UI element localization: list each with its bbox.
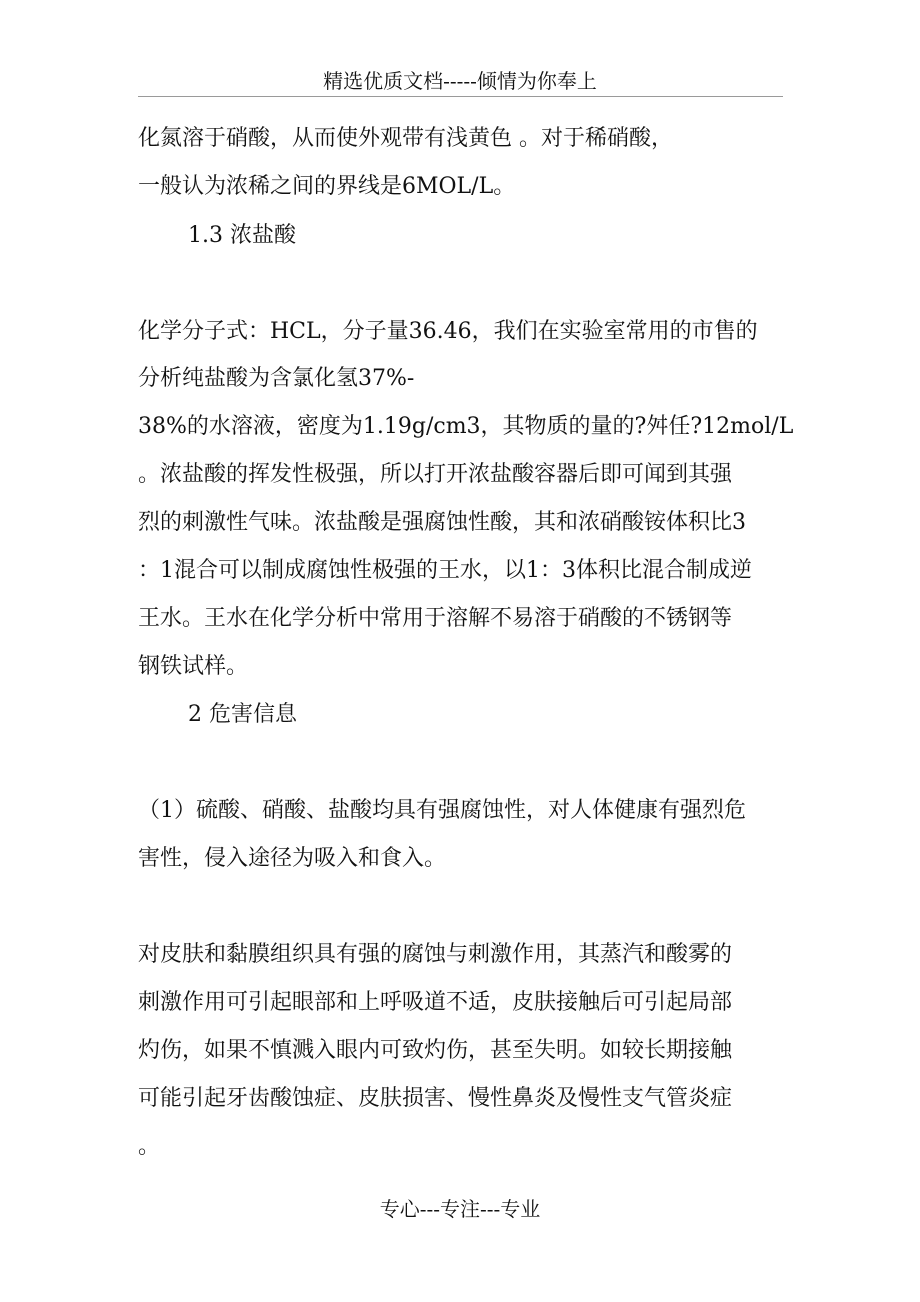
body-line: 38%的水溶液，密度为1.19g/cm3，其物质的量的?舛任?12mol/L [138,414,794,439]
body-line: 刺激作用可引起眼部和上呼吸道不适，皮肤接触后可引起局部 [138,990,733,1015]
body-line: （1）硫酸、硝酸、盐酸均具有强腐蚀性，对人体健康有强烈危 [138,798,746,823]
section-heading: 2 危害信息 [188,702,297,727]
header-divider [138,96,783,97]
page-footer: 专心---专注---专业 [379,1197,541,1221]
body-line: 害性，侵入途径为吸入和食入。 [138,846,447,871]
body-line: ：1混合可以制成腐蚀性极强的王水，以1：3体积比混合制成逆 [138,558,752,583]
body-line: 灼伤，如果不慎溅入眼内可致灼伤，甚至失明。如较长期接触 [138,1038,733,1063]
body-line: 。浓盐酸的挥发性极强，所以打开浓盐酸容器后即可闻到其强 [138,462,733,487]
body-line: 钢铁试样。 [138,654,249,679]
body-line: 化学分子式：HCL，分子量36.46，我们在实验室常用的市售的 [138,319,758,344]
body-line: 分析纯盐酸为含氯化氢37%- [138,366,415,391]
body-line: 。 [138,1134,161,1159]
page-header: 精选优质文档-----倾情为你奉上 [323,69,597,93]
body-line: 化氮溶于硝酸，从而使外观带有浅黄色 。对于稀硝酸， [138,126,673,151]
body-line: 对皮肤和黏膜组织具有强的腐蚀与刺激作用，其蒸汽和酸雾的 [138,942,733,967]
body-line: 烈的刺激性气味。浓盐酸是强腐蚀性酸，其和浓硝酸铵体积比3 [138,510,746,535]
section-heading: 1.3 浓盐酸 [188,223,296,248]
body-line: 王水。王水在化学分析中常用于溶解不易溶于硝酸的不锈钢等 [138,606,733,631]
body-line: 一般认为浓稀之间的界线是6MOL/L。 [138,174,516,199]
body-line: 可能引起牙齿酸蚀症、皮肤损害、慢性鼻炎及慢性支气管炎症 [138,1086,733,1111]
